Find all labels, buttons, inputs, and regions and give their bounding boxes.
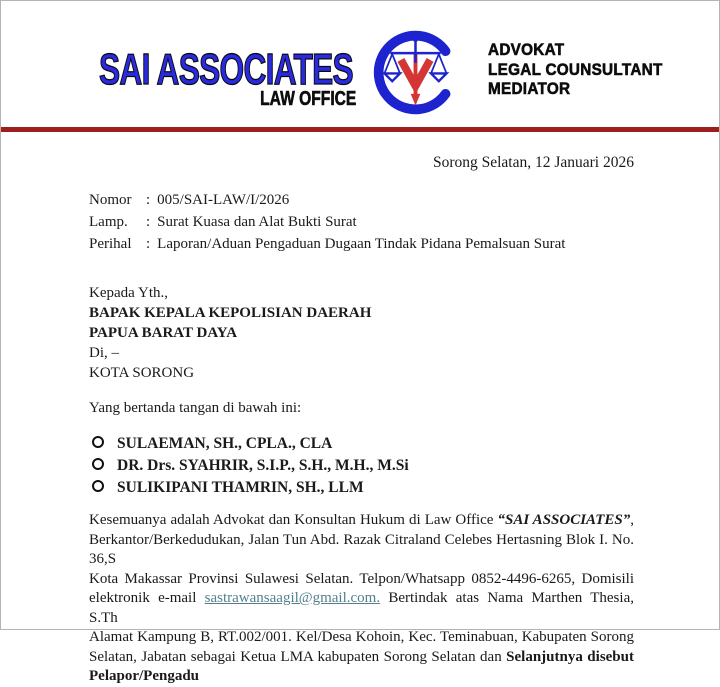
role-advokat: ADVOKAT (488, 40, 565, 59)
body-line (89, 667, 634, 687)
meta-label: Perihal (89, 236, 132, 252)
recipient-di-line: Di, – (89, 345, 119, 361)
ring-bullet-icon (92, 480, 104, 492)
signatory-row (89, 433, 634, 455)
meta-separator: : (146, 236, 151, 252)
body-run-bold: Selanjutnya disebut (506, 648, 634, 665)
roles-list (488, 40, 663, 99)
signatory-row (89, 477, 634, 499)
body-run: Kesemuanya adalah Advokat dan Konsultan Hukum di Law Office (89, 512, 498, 528)
meta-value: 005/SAI-LAW/I/2026 (157, 192, 290, 208)
body-line (89, 589, 634, 628)
role-legal-counsultant: LEGAL COUNSULTANT (488, 59, 663, 79)
body-run: elektronik e-mail (89, 590, 205, 606)
body-run: Bertindak atas Nama Marthen Thesia, S.Th (89, 590, 634, 626)
meta-value: Laporan/Aduan Pengaduan Dugaan Tindak Pidana Pemalsuan Surat (157, 236, 566, 252)
email-link[interactable]: sastrawansaagil@gmail.com. (204, 590, 381, 606)
ring-bullet-icon (92, 458, 104, 470)
firm-name: SAI ASSOCIATES (99, 45, 353, 94)
letterhead-divider (1, 127, 719, 132)
signatory-name: DR. Drs. SYAHRIR, S.I.P., S.H., M.H., M.Si (117, 457, 409, 474)
ring-bullet-icon (92, 436, 104, 448)
recipient-name-line2: PAPUA BARAT DAYA (89, 325, 238, 341)
meta-row-nomor (89, 189, 634, 211)
body-run-bold: Pelapor/Pengadu (89, 668, 200, 684)
body-run: Selatan, Jabatan sebagai Ketua LMA kabupaten Sorong Selatan dan (89, 648, 507, 665)
body-line: Kota Makassar Provinsi Sulawesi Selatan. Telpon/Whatsapp 0852-4496-6265, Domisili (89, 570, 634, 587)
role-mediator: MEDIATOR (488, 79, 571, 98)
meta-separator: : (146, 192, 151, 208)
recipient-salutation: Kepada Yth., (89, 285, 168, 301)
letter-content (1, 153, 719, 687)
meta-label: Nomor (89, 192, 132, 208)
body-paragraph (89, 511, 634, 687)
signatories-list (89, 433, 634, 499)
recipient-name-line1: BAPAK KEPALA KEPOLISIAN DAERAH (89, 305, 372, 321)
letterhead (1, 1, 719, 127)
dateline: Sorong Selatan, 12 Januari 2026 (432, 154, 634, 171)
firm-subtitle: LAW OFFICE (259, 88, 356, 110)
body-line (89, 648, 634, 668)
signatory-row (89, 455, 634, 477)
body-run: , (630, 512, 634, 528)
body-line: Alamat Kampung B, RT.002/001. Kel/Desa Kohoin, Kec. Teminabuan, Kabupaten Sorong (89, 629, 634, 645)
firm-name-reference: “SAI ASSOCIATES” (497, 512, 631, 528)
meta-row-lamp (89, 211, 634, 233)
meta-separator: : (146, 214, 151, 230)
body-line: Berkantor/Berkedudukan, Jalan Tun Abd. Razak Citraland Celebes Hertasning Blok I. No. 36,S (89, 531, 634, 567)
signatory-name: SULIKIPANI THAMRIN, SH., LLM (117, 479, 364, 496)
recipient-block (89, 283, 634, 383)
meta-value: Surat Kuasa dan Alat Bukti Surat (157, 214, 357, 230)
justice-scales-logo-icon (367, 24, 464, 121)
intro-line: Yang bertanda tangan di bawah ini: (89, 400, 302, 416)
letter-meta (89, 189, 634, 255)
signatory-name: SULAEMAN, SH., CPLA., CLA (117, 435, 333, 452)
meta-row-perihal (89, 233, 634, 255)
recipient-city: KOTA SORONG (89, 365, 195, 381)
meta-label: Lamp. (89, 214, 128, 230)
body-line (89, 511, 634, 531)
